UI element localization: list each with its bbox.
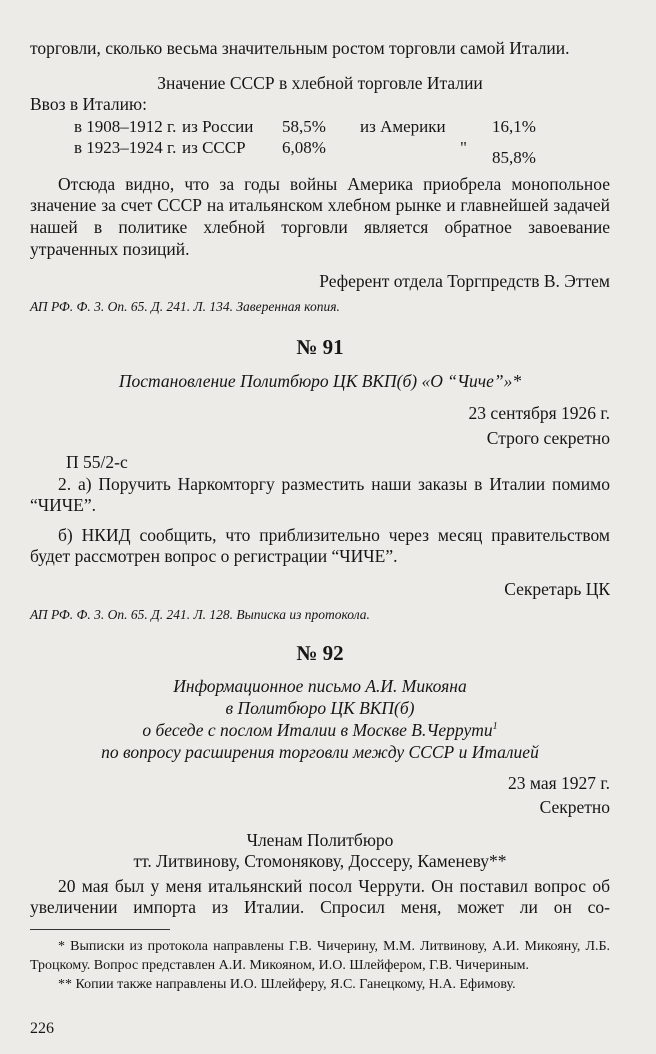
import-table [74, 116, 594, 168]
footnote-marker-1: 1 [492, 720, 498, 732]
document-title-92-line-1: Информационное письмо А.И. Микояна [173, 675, 467, 696]
row-percent-2: 85,8% [492, 147, 536, 167]
row-years: в 1923–1924 г. [74, 137, 177, 157]
row-percent-2: 16,1% [492, 116, 536, 136]
table-row [74, 116, 594, 137]
document-date-92: 23 мая 1927 г. [508, 772, 610, 793]
page-number: 226 [30, 1020, 54, 1037]
row-percent-1: 6,08% [282, 137, 326, 157]
resolution-item-a: 2. а) Поручить Наркомторгу разместить наши заказы в Италии помимо “ЧИЧЕ”. [30, 473, 610, 516]
footnote-divider [30, 929, 170, 930]
title-line-3-text: о беседе с послом Италии в Москве В.Черрути [142, 719, 493, 740]
document-title-91: Постановление Политбюро ЦК ВКП(б) «О “Чиче”»* [118, 370, 522, 391]
row-source-2: " [460, 137, 467, 157]
row-source-1: из России [182, 116, 254, 136]
table-row [74, 137, 594, 168]
row-source-2: из Америки [360, 116, 446, 136]
addressee-line-2: тт. Литвинову, Стомонякову, Доссеру, Каменеву** [133, 851, 507, 872]
secrecy-stamp-92: Секретно [539, 797, 610, 818]
footnote-1: * Выписки из протокола направлены Г.В. Чичерину, М.М. Литвинову, А.И. Микояну, Л.Б. Троцкому. Вопрос представлен А.И. Микояном, И.О. Шлейфером, Г.В. Чичериным. [30, 939, 610, 973]
document-number-92: № 92 [296, 640, 344, 665]
letter-body: 20 мая был у меня итальянский посол Черрути. Он поставил вопрос об увеличении импорта из Италии. Спросил меня, может ли он со- [30, 875, 610, 918]
signature-referent: Референт отдела Торгпредств В. Эттем [319, 271, 610, 292]
footnote-2: ** Копии также направлены И.О. Шлейферу, Я.С. Ганецкому, Н.А. Ефимову. [58, 977, 516, 993]
secrecy-stamp-91: Строго секретно [486, 428, 610, 449]
document-page [30, 38, 610, 995]
archive-source-1: АП РФ. Ф. 3. Оп. 65. Д. 241. Л. 134. Заверенная копия. [30, 298, 340, 314]
conclusion-paragraph: Отсюда видно, что за годы войны Америка приобрела монопольное значение за счет СССР на итальянском хлебном рынке и главнейшей задачей нашей в политике хлебной торговли является обратное завоевание утраченных позиций. [30, 173, 610, 259]
row-percent-1: 58,5% [282, 116, 326, 136]
addressee-line-1: Членам Политбюро [246, 829, 394, 850]
table-intro: Ввоз в Италию: [30, 94, 147, 115]
document-date-91: 23 сентября 1926 г. [468, 402, 610, 423]
document-title-92-line-4: по вопросу расширения торговли между СССР и Италией [101, 741, 539, 762]
table-heading: Значение СССР в хлебной торговле Италии [157, 72, 483, 93]
document-number-91: № 91 [296, 334, 344, 359]
document-title-92-line-3 [30, 719, 610, 741]
archive-source-2: АП РФ. Ф. 3. Оп. 65. Д. 241. Л. 128. Выписка из протокола. [30, 606, 370, 622]
protocol-number: П 55/2-с [66, 451, 128, 472]
row-years: в 1908–1912 г. [74, 116, 177, 136]
document-title-92-line-2: в Политбюро ЦК ВКП(б) [225, 697, 415, 718]
resolution-item-b: б) НКИД сообщить, что приблизительно через месяц правительством будет рассмотрен вопрос о регистрации “ЧИЧЕ”. [30, 524, 610, 567]
continuation-paragraph: торговли, сколько весьма значительным ростом торговли самой Италии. [30, 38, 570, 58]
signature-secretary: Секретарь ЦК [504, 578, 610, 599]
row-source-1: из СССР [182, 137, 246, 157]
